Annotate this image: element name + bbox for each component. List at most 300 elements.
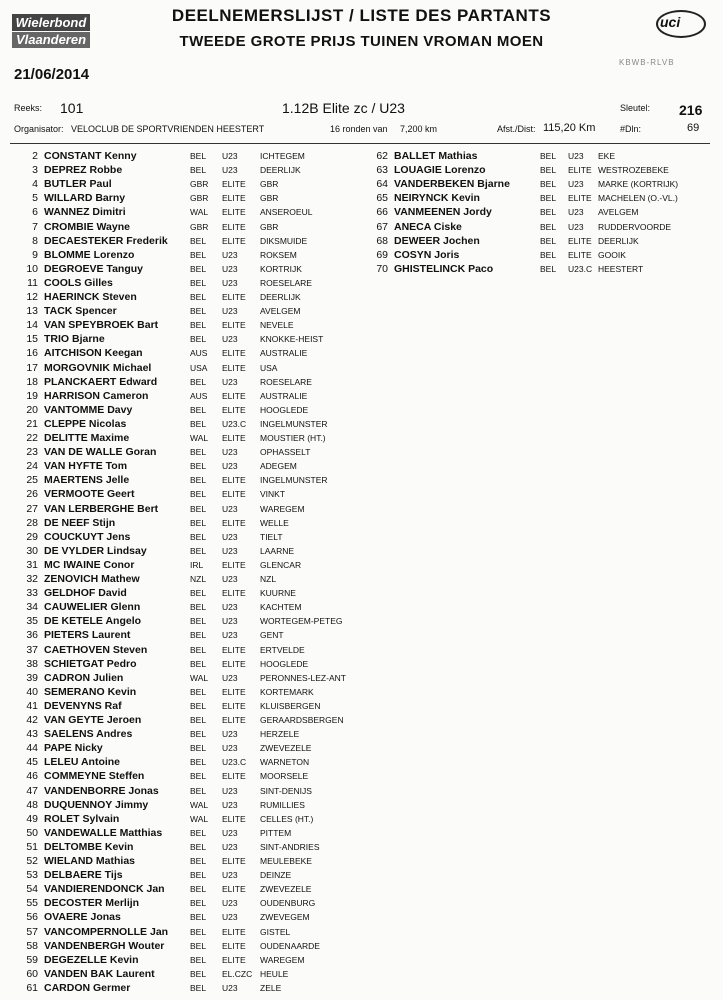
rider-club: ADEGEM xyxy=(260,461,297,472)
rider-number: 5 xyxy=(32,192,38,205)
rider-number: 29 xyxy=(26,530,38,543)
rider-number: 42 xyxy=(26,714,38,726)
afst-value: 115,20 Km xyxy=(543,122,596,134)
rider-nationality: BEL xyxy=(190,954,207,965)
rider-number: 49 xyxy=(26,812,38,825)
rider-club: WARNETON xyxy=(260,757,310,768)
rider-nationality: BEL xyxy=(190,475,207,486)
rider-category: ELITE xyxy=(222,686,246,697)
rider-club: GLENCAR xyxy=(260,559,302,570)
rider-row xyxy=(10,896,355,910)
organisator-value: VELOCLUB DE SPORTVRIENDEN HEESTERT xyxy=(71,124,265,134)
rider-nationality: BEL xyxy=(190,404,207,415)
rider-name: AITCHISON Keegan xyxy=(44,347,143,360)
rider-row xyxy=(10,417,355,431)
rider-category: U23 xyxy=(222,841,238,852)
rider-number: 66 xyxy=(376,206,388,219)
rider-number: 52 xyxy=(26,855,38,867)
logo-line-1: Wielerbond xyxy=(12,14,90,31)
rider-number: 65 xyxy=(376,192,388,205)
rider-number: 48 xyxy=(26,798,38,811)
rider-nationality: BEL xyxy=(190,545,207,556)
organisator-label: Organisator: xyxy=(14,124,64,134)
rider-number: 14 xyxy=(26,319,38,332)
rider-category: U23 xyxy=(222,672,238,683)
rider-category: ELITE xyxy=(222,207,246,218)
rider-number: 64 xyxy=(376,178,388,191)
rider-name: HAERINCK Steven xyxy=(44,291,137,303)
rider-club: ROESELARE xyxy=(260,277,312,288)
rider-row xyxy=(360,262,710,276)
rider-category: ELITE xyxy=(222,475,246,486)
rider-number: 56 xyxy=(26,911,38,924)
rider-name: COUCKUYT Jens xyxy=(44,530,131,543)
rider-category: U23 xyxy=(222,630,238,641)
rider-nationality: BEL xyxy=(540,249,557,260)
rider-nationality: BEL xyxy=(190,968,207,979)
rider-nationality: BEL xyxy=(190,715,207,725)
rider-club: WELLE xyxy=(260,517,289,528)
rider-number: 10 xyxy=(26,262,38,275)
rider-category: ELITE xyxy=(222,715,246,725)
rider-name: VAN SPEYBROEK Bart xyxy=(44,319,159,332)
rider-nationality: BEL xyxy=(540,151,557,161)
rider-club: ROKSEM xyxy=(260,249,297,260)
rider-category: ELITE xyxy=(222,193,246,204)
ronde-distance: 7,200 km xyxy=(400,124,438,134)
rider-name: TRIO Bjarne xyxy=(44,333,105,346)
rider-name: OVAERE Jonas xyxy=(44,911,121,924)
rider-nationality: WAL xyxy=(190,672,209,683)
rider-number: 25 xyxy=(26,474,38,487)
rider-name: BLOMME Lorenzo xyxy=(44,248,135,261)
rider-row xyxy=(10,981,355,995)
rider-club: HERZELE xyxy=(260,729,300,740)
rider-nationality: NZL xyxy=(190,574,207,584)
rider-club: SINT-DENIJS xyxy=(260,785,312,796)
rider-name: VAN LERBERGHE Bert xyxy=(44,502,159,515)
rider-nationality: GBR xyxy=(190,179,209,190)
rider-name: VAN GEYTE Jeroen xyxy=(44,714,142,726)
rider-number: 18 xyxy=(26,375,38,388)
rider-name: VAN DE WALLE Goran xyxy=(44,446,157,459)
rider-number: 30 xyxy=(26,544,38,557)
rider-number: 45 xyxy=(26,756,38,769)
rider-number: 57 xyxy=(26,925,38,938)
rider-nationality: BEL xyxy=(190,165,207,176)
rider-row xyxy=(10,163,355,177)
rider-nationality: WAL xyxy=(190,799,209,810)
rider-number: 7 xyxy=(32,220,38,233)
rider-club: KLUISBERGEN xyxy=(260,700,321,711)
rider-row xyxy=(10,826,355,840)
rider-name: LELEU Antoine xyxy=(44,756,121,769)
rider-category: ELITE xyxy=(222,404,246,415)
rider-name: PLANCKAERT Edward xyxy=(44,375,158,388)
rider-name: SAELENS Andres xyxy=(44,728,133,741)
rider-name: BUTLER Paul xyxy=(44,178,112,191)
rider-nationality: BEL xyxy=(190,743,207,754)
rider-nationality: BEL xyxy=(540,193,557,204)
rider-number: 62 xyxy=(376,150,388,162)
rider-club: AVELGEM xyxy=(260,306,301,317)
rider-name: DEGROEVE Tanguy xyxy=(44,262,143,275)
rider-row xyxy=(10,304,355,318)
rider-club: OPHASSELT xyxy=(260,447,311,458)
rider-nationality: BEL xyxy=(190,982,207,993)
rider-nationality: BEL xyxy=(190,940,207,951)
rider-club: VINKT xyxy=(260,489,286,500)
rider-category: U23 xyxy=(222,799,238,810)
rider-number: 8 xyxy=(32,234,38,247)
reeks-value: 101 xyxy=(60,100,84,116)
rider-number: 27 xyxy=(26,502,38,515)
rider-number: 70 xyxy=(376,262,388,275)
rider-club: INGELMUNSTER xyxy=(260,418,328,429)
rider-name: BALLET Mathias xyxy=(394,150,478,162)
rider-name: ANECA Ciske xyxy=(394,220,462,233)
rider-club: INGELMUNSTER xyxy=(260,475,328,486)
rider-row xyxy=(10,798,355,812)
rider-row xyxy=(10,431,355,445)
rider-category: U23 xyxy=(222,249,238,260)
rider-number: 68 xyxy=(376,234,388,247)
rider-nationality: BEL xyxy=(190,151,207,161)
rider-club: GBR xyxy=(260,193,279,204)
rider-nationality: BEL xyxy=(540,221,557,232)
rider-name: CADRON Julien xyxy=(44,671,124,684)
rider-row xyxy=(10,459,355,473)
page-title: DEELNEMERSLIJST / LISTE DES PARTANTS xyxy=(171,6,552,25)
rider-nationality: BEL xyxy=(190,884,207,895)
rider-row xyxy=(10,530,355,544)
rider-club: AVELGEM xyxy=(598,207,639,218)
rider-row xyxy=(10,727,355,741)
rider-nationality: BEL xyxy=(190,263,207,274)
rider-name: GELDHOF David xyxy=(44,587,127,600)
rider-number: 11 xyxy=(27,276,38,289)
rider-category: ELITE xyxy=(222,813,246,824)
rider-name: CAUWELIER Glenn xyxy=(44,601,141,614)
rider-row xyxy=(10,628,355,642)
rider-row xyxy=(10,262,355,276)
rider-name: PAPE Nicky xyxy=(44,742,103,755)
rider-nationality: BEL xyxy=(190,249,207,260)
afst-label: Afst./Dist: xyxy=(497,124,536,134)
rider-name: TACK Spencer xyxy=(44,305,117,318)
rider-category: ELITE xyxy=(222,644,246,655)
rider-club: GOOIK xyxy=(598,249,626,260)
rider-row xyxy=(10,558,355,572)
rider-category: ELITE xyxy=(222,221,246,232)
rider-club: MARKE (KORTRIJK) xyxy=(598,179,679,190)
rider-category: U23 xyxy=(222,334,238,345)
rider-category: EL.CZC xyxy=(222,968,253,979)
rider-row xyxy=(10,220,355,234)
rider-club: USA xyxy=(260,362,278,373)
rider-nationality: WAL xyxy=(190,433,209,443)
rider-name: VANMEENEN Jordy xyxy=(394,206,492,219)
rider-nationality: USA xyxy=(190,362,208,373)
rider-category: U23 xyxy=(222,306,238,317)
rider-row xyxy=(10,403,355,417)
rider-category: ELITE xyxy=(222,559,246,570)
rider-number: 24 xyxy=(26,460,38,473)
rider-number: 47 xyxy=(26,784,38,797)
rider-nationality: BEL xyxy=(190,644,207,655)
rider-nationality: BEL xyxy=(190,630,207,641)
rider-name: WIELAND Mathias xyxy=(44,855,136,867)
stamp: KBWB-RLVB xyxy=(619,58,675,67)
rider-nationality: BEL xyxy=(190,461,207,472)
rider-category: ELITE xyxy=(222,390,246,401)
rider-row xyxy=(360,248,710,262)
rider-club: OUDENAARDE xyxy=(260,940,320,951)
rider-row xyxy=(10,248,355,262)
rider-club: GENT xyxy=(260,630,284,641)
rider-category: U23 xyxy=(222,602,238,613)
rider-name: PIETERS Laurent xyxy=(44,629,131,642)
rider-number: 13 xyxy=(26,305,38,318)
rider-club: DEERLIJK xyxy=(598,235,639,246)
rider-club: CELLES (HT.) xyxy=(260,813,314,824)
rider-row xyxy=(10,586,355,600)
rider-row xyxy=(10,177,355,191)
rider-nationality: BEL xyxy=(190,320,207,331)
rider-category: U23 xyxy=(222,263,238,274)
rider-name: CROMBIE Wayne xyxy=(44,220,130,233)
rider-club: SINT-ANDRIES xyxy=(260,841,320,852)
dln-label: #Dln: xyxy=(620,124,642,134)
rider-nationality: BEL xyxy=(540,165,557,176)
rider-category: U23 xyxy=(222,531,238,542)
rider-category: ELITE xyxy=(222,179,246,190)
rider-name: DELITTE Maxime xyxy=(44,432,130,444)
rider-club: PERONNES-LEZ-ANT xyxy=(260,672,346,683)
rider-club: ZWEVEZELE xyxy=(260,743,312,754)
rider-number: 15 xyxy=(26,333,38,346)
rider-category: U23 xyxy=(568,151,584,161)
rider-name: DEPREZ Robbe xyxy=(44,164,123,177)
rider-name: VANDERBEKEN Bjarne xyxy=(394,178,510,191)
rider-row xyxy=(10,572,355,586)
rider-name: DECOSTER Merlijn xyxy=(44,897,140,910)
rider-number: 53 xyxy=(26,869,38,882)
rider-club: ZWEVEZELE xyxy=(260,884,312,895)
rider-club: ZELE xyxy=(260,982,282,993)
rider-name: VERMOOTE Geert xyxy=(44,488,135,501)
rider-category: U23 xyxy=(222,503,238,514)
rider-row xyxy=(10,346,355,360)
rider-row xyxy=(10,671,355,685)
rider-number: 31 xyxy=(26,558,38,571)
rider-name: HARRISON Cameron xyxy=(44,389,149,402)
rider-number: 41 xyxy=(26,699,38,712)
rider-club: GISTEL xyxy=(260,926,291,937)
rider-row xyxy=(360,220,710,234)
rider-nationality: BEL xyxy=(190,827,207,838)
rider-number: 21 xyxy=(26,417,38,430)
rider-nationality: BEL xyxy=(190,503,207,514)
rider-name: COMMEYNE Steffen xyxy=(44,770,145,783)
rider-category: U23 xyxy=(222,982,238,993)
rider-category: U23.C xyxy=(222,757,247,768)
rider-row xyxy=(10,205,355,219)
rider-category: ELITE xyxy=(222,292,246,302)
rider-name: VANDEN BAK Laurent xyxy=(44,967,155,980)
rider-name: SEMERANO Kevin xyxy=(44,685,137,698)
rider-category: ELITE xyxy=(568,193,592,204)
rider-category: ELITE xyxy=(222,489,246,500)
rider-category: ELITE xyxy=(222,362,246,373)
rider-club: DEERLIJK xyxy=(260,165,301,176)
rider-row xyxy=(10,769,355,783)
rider-number: 19 xyxy=(26,389,38,402)
rider-number: 55 xyxy=(26,897,38,910)
race-date: 21/06/2014 xyxy=(14,66,90,83)
rider-row xyxy=(10,290,355,304)
rider-row xyxy=(10,868,355,882)
rider-nationality: BEL xyxy=(540,207,557,218)
rider-category: U23 xyxy=(222,729,238,740)
rider-row xyxy=(10,741,355,755)
rider-club: KACHTEM xyxy=(260,602,302,613)
rider-number: 44 xyxy=(26,742,38,755)
rider-nationality: BEL xyxy=(190,870,207,881)
uci-logo xyxy=(660,14,680,30)
rider-row xyxy=(10,925,355,939)
rider-row xyxy=(10,784,355,798)
rider-category: U23 xyxy=(222,785,238,796)
rider-nationality: BEL xyxy=(190,277,207,288)
rider-name: CAETHOVEN Steven xyxy=(44,643,148,656)
rider-nationality: BEL xyxy=(190,588,207,599)
dln-value: 69 xyxy=(687,122,700,134)
rider-name: WANNEZ Dimitri xyxy=(44,206,126,219)
rider-category: U23 xyxy=(222,376,238,387)
rider-nationality: BEL xyxy=(190,658,207,669)
rider-nationality: GBR xyxy=(190,221,209,232)
reeks-label: Reeks: xyxy=(14,103,43,113)
rider-category: ELITE xyxy=(568,249,592,260)
uci-ring-icon xyxy=(656,10,706,38)
rider-club: GBR xyxy=(260,221,279,232)
rider-name: CLEPPE Nicolas xyxy=(44,417,127,430)
rider-row xyxy=(10,332,355,346)
rider-category: U23 xyxy=(568,221,584,232)
rider-nationality: BEL xyxy=(540,235,557,246)
rider-row xyxy=(10,614,355,628)
rider-category: ELITE xyxy=(222,940,246,951)
rider-row xyxy=(10,361,355,375)
rider-nationality: BEL xyxy=(190,912,207,923)
rider-row xyxy=(10,812,355,826)
rider-category: U23.C xyxy=(222,418,247,429)
rider-name: VANTOMME Davy xyxy=(44,403,133,416)
rider-category: ELITE xyxy=(222,235,246,246)
rider-nationality: GBR xyxy=(190,193,209,204)
rider-nationality: BEL xyxy=(190,771,207,782)
rider-club: MEULEBEKE xyxy=(260,856,312,866)
logo-line-2: Vlaanderen xyxy=(12,32,90,48)
rider-club: HOOGLEDE xyxy=(260,404,309,415)
rider-name: DEGEZELLE Kevin xyxy=(44,953,139,966)
rider-name: COSYN Joris xyxy=(394,248,460,261)
rider-category: ELITE xyxy=(222,954,246,965)
rider-row xyxy=(10,755,355,769)
rider-club: HOOGLEDE xyxy=(260,658,309,669)
rider-name: DE VYLDER Lindsay xyxy=(44,544,147,557)
rider-number: 37 xyxy=(26,643,38,656)
rider-number: 54 xyxy=(26,883,38,896)
rider-category: U23 xyxy=(222,447,238,458)
rider-name: CONSTANT Kenny xyxy=(44,150,137,162)
rider-name: VANDENBERGH Wouter xyxy=(44,939,165,952)
rider-number: 2 xyxy=(32,150,38,162)
rider-name: DELBAERE Tijs xyxy=(44,869,123,882)
rider-category: U23 xyxy=(222,870,238,881)
rider-row xyxy=(360,177,710,191)
rider-nationality: BEL xyxy=(190,489,207,500)
rider-row xyxy=(10,276,355,290)
rider-name: DEWEER Jochen xyxy=(394,234,480,247)
rider-name: LOUAGIE Lorenzo xyxy=(394,164,486,177)
rider-category: U23 xyxy=(222,165,238,176)
rider-number: 3 xyxy=(32,164,38,177)
rider-club: MOUSTIER (HT.) xyxy=(260,433,326,443)
rider-category: ELITE xyxy=(222,856,246,866)
rider-nationality: IRL xyxy=(190,559,204,570)
rider-number: 51 xyxy=(26,840,38,853)
rider-club: WORTEGEM-PETEG xyxy=(260,616,343,627)
rider-club: ANSEROEUL xyxy=(260,207,313,218)
rider-category: U23 xyxy=(222,545,238,556)
rider-club: ZWEVEGEM xyxy=(260,912,310,923)
rider-nationality: BEL xyxy=(190,376,207,387)
rider-nationality: BEL xyxy=(190,235,207,246)
rider-nationality: BEL xyxy=(190,517,207,528)
rider-name: DE NEEF Stijn xyxy=(44,516,116,529)
rider-number: 43 xyxy=(26,728,38,741)
rider-row xyxy=(10,939,355,953)
rider-row xyxy=(10,318,355,332)
rider-row xyxy=(10,657,355,671)
rider-nationality: BEL xyxy=(190,926,207,937)
rider-number: 6 xyxy=(32,206,38,219)
rider-category: U23 xyxy=(222,574,238,584)
rider-number: 35 xyxy=(26,615,38,628)
rider-nationality: BEL xyxy=(190,602,207,613)
rider-club: NZL xyxy=(260,574,277,584)
rider-name: VANDENBORRE Jonas xyxy=(44,784,159,797)
rider-number: 69 xyxy=(376,248,388,261)
rider-category: ELITE xyxy=(222,433,246,443)
rider-name: VANDEWALLE Matthias xyxy=(44,826,163,839)
rider-row xyxy=(360,191,710,205)
rider-nationality: BEL xyxy=(190,700,207,711)
rider-name: WILLARD Barny xyxy=(44,192,126,205)
rider-nationality: BEL xyxy=(190,757,207,768)
rider-row xyxy=(10,685,355,699)
rider-name: CARDON Germer xyxy=(44,981,131,994)
rider-row xyxy=(10,882,355,896)
rider-nationality: BEL xyxy=(190,898,207,909)
rider-row xyxy=(360,234,710,248)
rider-category: ELITE xyxy=(222,588,246,599)
rider-club: DEINZE xyxy=(260,870,292,881)
rider-category: U23 xyxy=(222,743,238,754)
rider-category: ELITE xyxy=(568,235,592,246)
